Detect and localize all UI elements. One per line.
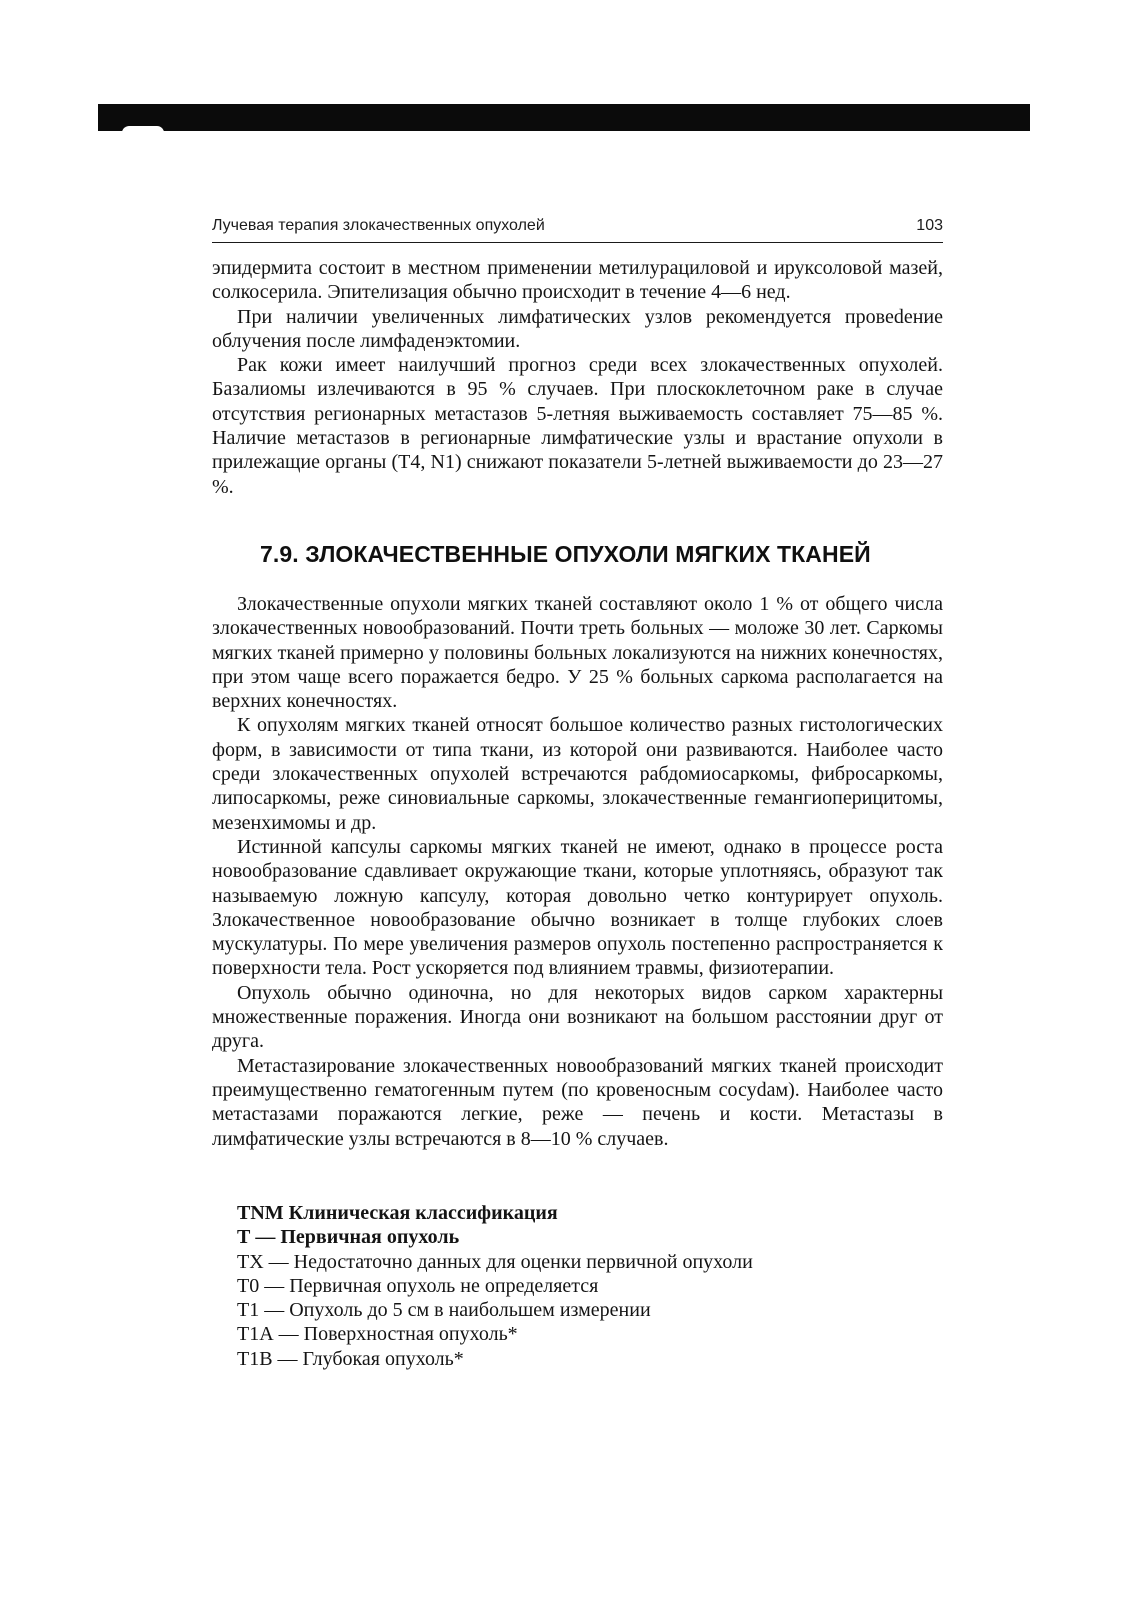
intro-text <box>212 256 943 499</box>
classification-subtitle: Т — Первичная опухоль <box>237 1226 460 1249</box>
section-body <box>212 592 943 1151</box>
running-header <box>212 217 943 243</box>
section-heading: 7.9. ЗЛОКАЧЕСТВЕННЫЕ ОПУХОЛИ МЯГКИХ ТКАНЕЙ <box>260 541 871 567</box>
paragraph: К опухолям мягких тканей относят большое количество разных гистологических форм, в зависимости от типа ткани, из которой они развиваются. Наиболее часто среди злокачественных опухолей встречаются рабдомиосаркомы, фибросаркомы, липосаркомы, реже синовиальные саркомы, злокачественные гемангиоперицитомы, мезенхимомы и др. <box>212 714 943 834</box>
classification-item: Т1 — Опухоль до 5 см в наибольшем измерении <box>237 1299 651 1322</box>
classification-item: Т1А — Поверхностная опухоль* <box>237 1323 518 1346</box>
tnm-classification <box>237 1201 943 1371</box>
top-decorative-bar <box>98 104 1030 131</box>
running-title: Лучевая терапия злокачественных опухолей <box>212 217 545 234</box>
paragraph: При наличии увеличенных лимфатических узлов рекомендуется провеdение облучения после лимфаденэктомии. <box>212 305 943 352</box>
classification-title: TNM Клиническая классификация <box>237 1202 558 1224</box>
classification-item: ТХ — Недостаточно данных для оценки первичной опухоли <box>237 1250 753 1273</box>
paragraph: Метастазирование злокачественных новообразований мягких тканей происходит преимущественно гематогенным путем (по кровеносным сосуdам). Наиболее часто метастазами поражаются легкие, реже — печень и кости. Метастазы в лимфатические узлы встречаются в 8—10 % случаев. <box>212 1054 943 1150</box>
top-bar-notch <box>122 126 164 133</box>
paragraph: Злокачественные опухоли мягких тканей составляют около 1 % от общего числа злокачественных новообразований. Почти треть больных — моложе 30 лет. Саркомы мягких тканей примерно у половины больных локализуются на нижних конечностях, при этом чаще всего поражается бедро. У 25 % больных саркома располагается на верхних конечностях. <box>212 593 943 713</box>
paragraph: Рак кожи имеет наилучший прогноз среди всех злокачественных опухолей. Базалиомы излечиваются в 95 % случаев. При плоскоклеточном раке в случае отсутствия регионарных метастазов 5-летняя выживаемость составляет 75—85 %. Наличие метастазов в регионарные лимфатические узлы и врастание опухоли в прилежащие органы (Т4, N1) снижают показатели 5-летней выживаемости до 23—27 %. <box>212 354 943 498</box>
page-number: 103 <box>916 217 943 234</box>
paragraph: эпидермита состоит в местном применении метилурациловой и ируксоловой мазей, солкосерила. Эпителизация обычно происходит в течение 4—6 нед. <box>212 257 943 304</box>
paragraph: Истинной капсулы саркомы мягких тканей не имеют, однако в процессе роста новообразование сдавливает окружающие ткани, которые уплотняясь, образуют так называемую ложную капсулу, которая довольно четко контурирует опухоль. Злокачественное новообразование обычно возникает в толще глубоких слоев мускулатуры. По мере увеличения размеров опухоль постепенно распространяется к поверхности тела. Рост ускоряется под влиянием травмы, физиотерапии. <box>212 835 943 980</box>
classification-item: Т1В — Глубокая опухоль* <box>237 1347 464 1370</box>
classification-item: Т0 — Первичная опухоль не определяется <box>237 1274 599 1297</box>
paragraph: Опухоль обычно одиночна, но для некоторых видов сарком характерны множественные поражения. Иногда они возникают на большом расстоянии друг от друга. <box>212 981 943 1053</box>
